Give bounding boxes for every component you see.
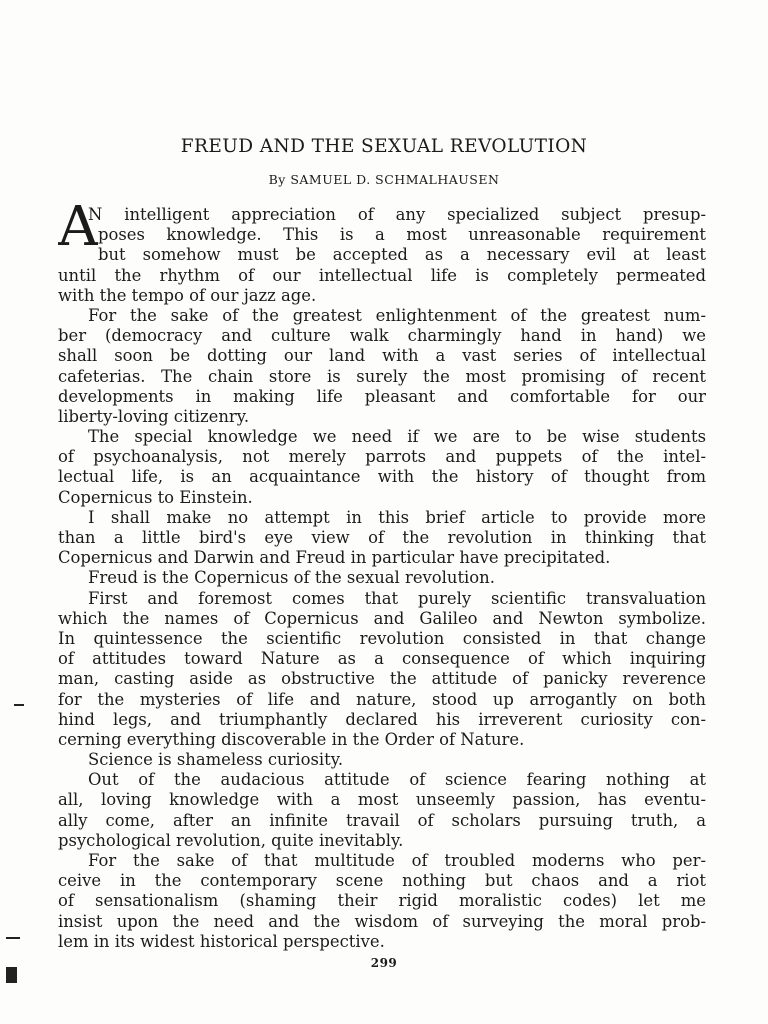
text-line: of sensationalism (shaming their rigid moralistic codes) let me — [58, 891, 706, 911]
text-line: For the sake of that multitude of troubled moderns who per- — [88, 851, 706, 870]
text-line: The special knowledge we need if we are to be wise students — [88, 427, 706, 447]
text-line: developments in making life pleasant and comfortable for our — [58, 386, 706, 406]
text-line: psychological revolution, quite inevitably. — [58, 830, 404, 850]
text-line: For the sake of the greatest enlightenment of the greatest num- — [88, 305, 706, 325]
byline: By SAMUEL D. SCHMALHAUSEN — [268, 172, 500, 187]
text-line: of attitudes toward Nature as a consequence of which inquiring — [58, 649, 706, 669]
text-line: ally come, after an infinite travail of scholars pursuing truth, a — [58, 810, 706, 830]
text-line: cafeterias. The chain store is surely the most promising of recent — [58, 366, 706, 386]
margin-mark — [14, 704, 24, 706]
text-line: Freud is the Copernicus of the sexual revolution. — [88, 568, 495, 588]
text-line: with the tempo of our jazz age. — [58, 285, 317, 305]
text-line: insist upon the need and the wisdom of surveying the moral prob- — [58, 911, 706, 931]
text-line: Science is shameless curiosity. — [88, 750, 344, 770]
text-line: cerning everything discoverable in the Order of Nature. — [58, 729, 525, 749]
text-line: First and foremost comes that purely scientific transvaluation — [88, 588, 706, 608]
text-line: for the mysteries of life and nature, stood up arrogantly on both — [58, 689, 706, 709]
text-line: Copernicus and Darwin and Freud in particular have precipitated. — [58, 548, 611, 568]
text-line: lem in its widest historical perspective. — [58, 931, 385, 951]
text-line: which the names of Copernicus and Galileo and Newton symbolize. — [58, 608, 706, 628]
text-line: hind legs, and triumphantly declared his irreverent curiosity con- — [58, 709, 706, 729]
text-line: poses knowledge. This is a most unreasonable requirement — [98, 225, 706, 245]
text-line: In quintessence the scientific revolution consisted in that change — [58, 628, 706, 648]
text-line: lectual life, is an acquaintance with the history of thought from — [58, 467, 706, 487]
text-line: of psychoanalysis, not merely parrots and puppets of the intel- — [58, 447, 706, 467]
text-line: Out of the audacious attitude of science fearing nothing at — [88, 770, 706, 790]
text-line: until the rhythm of our intellectual life is completely permeated — [58, 265, 706, 285]
drop-cap: A — [58, 205, 99, 249]
text-line: I shall make no attempt in this brief article to provide more — [88, 507, 706, 527]
text-line: ceive in the contemporary scene nothing but chaos and a riot — [58, 871, 706, 891]
text-line: ber (democracy and culture walk charmingly hand in hand) we — [58, 326, 706, 346]
text-line: liberty-loving citizenry. — [58, 406, 250, 426]
article-title: FREUD AND THE SEXUAL REVOLUTION — [180, 136, 588, 157]
text-line: all, loving knowledge with a most unseemly passion, has eventu- — [58, 790, 706, 810]
article-body — [58, 205, 706, 952]
margin-mark — [6, 937, 20, 939]
text-line: N intelligent appreciation of any specialized subject presup- — [88, 205, 706, 224]
text-line: Copernicus to Einstein. — [58, 487, 253, 507]
text-line: but somehow must be accepted as a necessary evil at least — [98, 245, 706, 265]
text-line: man, casting aside as obstructive the attitude of panicky reverence — [58, 669, 706, 689]
page-number: 299 — [370, 956, 398, 970]
text-line: shall soon be dotting our land with a vast series of intellectual — [58, 346, 706, 366]
margin-mark — [6, 967, 17, 983]
text-line: than a little bird's eye view of the revolution in thinking that — [58, 528, 706, 547]
